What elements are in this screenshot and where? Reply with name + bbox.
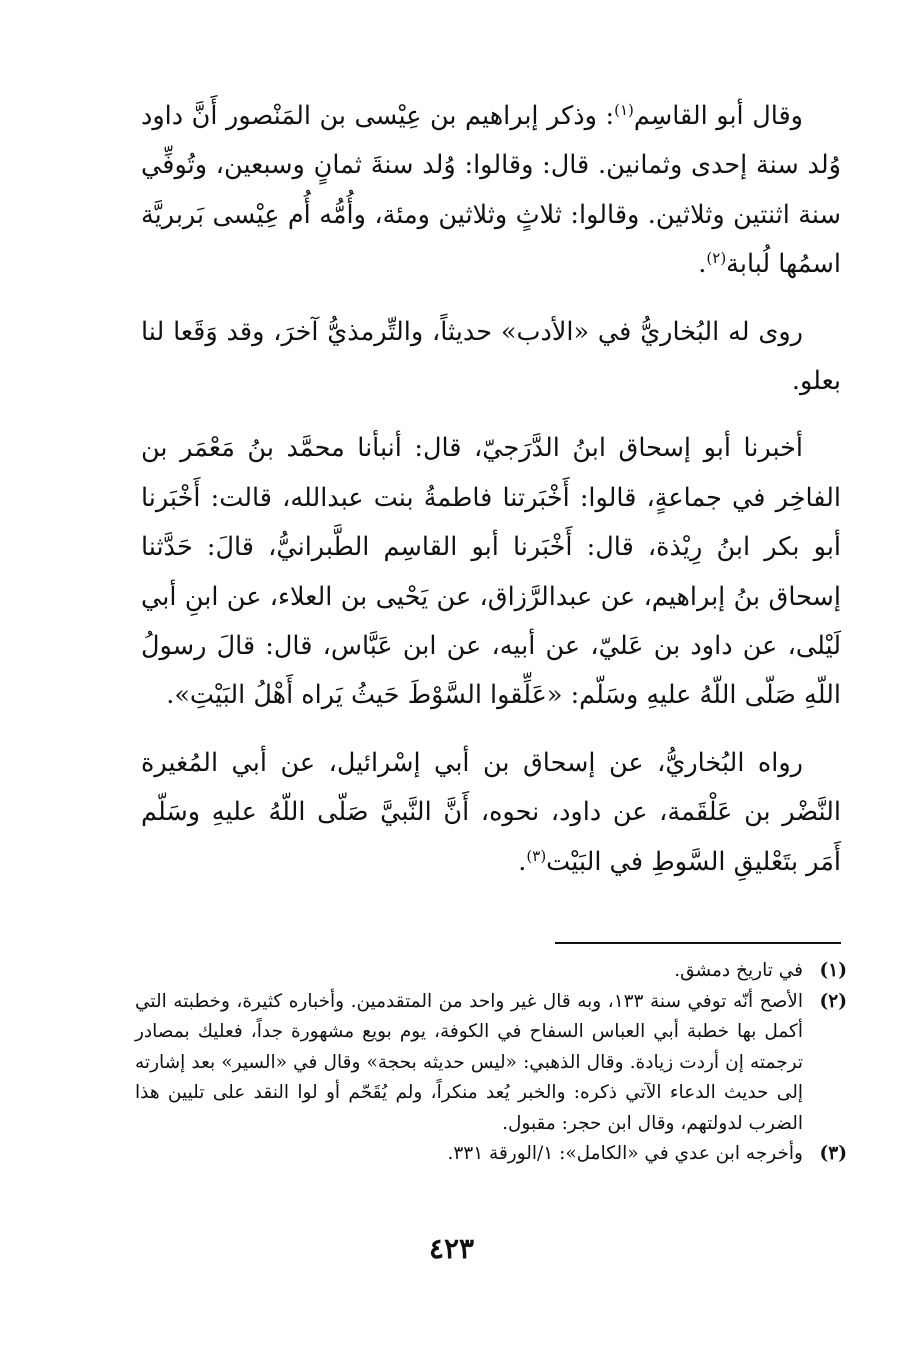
page-number: ٤٢٣: [428, 1232, 475, 1265]
paragraph-text: رواه البُخاريُّ، عن إسحاق بن أبي إسْرائيل، عن أبي المُغيرة النَّضْر بن عَلْقَمة، عن داود، نحوه، أَنَّ النَّبيَّ صَلّى اللّهُ عليهِ وسَلّم أَمَر بتَعْليقِ السَّوطِ في البَيْت: [141, 747, 841, 877]
paragraph-text: .: [518, 846, 527, 877]
footnote-reference: (٣): [526, 846, 547, 865]
paragraph: [141, 424, 841, 720]
footnote-separator: [555, 942, 841, 944]
footnote: [135, 1139, 847, 1170]
footnote-text: وأخرجه ابن عدي في «الكامل»: ١/الورقة ٣٣١.: [447, 1143, 803, 1164]
footnote-reference: (١): [614, 101, 634, 119]
paragraph-text: : وذكر إبراهيم بن عِيْسى بن المَنْصور أَنَّ داود وُلد سنة إحدى وثمانين. قال: وقالوا: وُلد سنةَ ثمانٍ وسبعين، وتُوفِّي سنة اثنتين وثلاثين. وقالوا: ثلاثٍ وثلاثين ومئة، وأُمُّه أُم عِيْسى بَربريَّة اسمُها لُبابة: [141, 101, 841, 280]
footnotes: [135, 956, 847, 1170]
footnote-text: الأصح أنّه توفي سنة ١٣٣، وبه قال غير واحد من المتقدمين. وأخباره كثيرة، وخطبته التي أكمل بها خطبة أبي العباس السفاح في الكوفة، يوم بويع مشهورة جداً، فعليك بمصادر ترجمته إن أردت زيادة. وقال الذهبي: «ليس حديثه بحجة» وقال في «السير» بعد إشارته إلى حديث الدعاء الآتي ذكره: والخبر يُعد منكراً، ولم يُقَحّم أو لوا النقد على تليين هذا الضرب لدولتهم، وقال ابن حجر: مقبول.: [135, 990, 803, 1134]
footnote-number: (١): [819, 960, 847, 981]
paragraph: [141, 739, 841, 887]
footnote-reference: (٢): [706, 249, 727, 268]
footnote: [135, 956, 847, 987]
paragraph: [141, 92, 841, 290]
footnote-number: (٣): [819, 1143, 847, 1164]
footnote: [135, 987, 847, 1140]
main-text: [141, 92, 841, 905]
paragraph-text: روى له البُخاريُّ في «الأدب» حديثاً، والتِّرمذيُّ آخرَ، وقد وَقَعا لنا بعلو.: [141, 316, 841, 397]
paragraph: [141, 308, 841, 407]
footnote-number: (٢): [819, 990, 847, 1012]
paragraph-text: وقال أبو القاسِم: [633, 101, 803, 131]
paragraph-text: أخبرنا أبو إسحاق ابنُ الدَّرَجيّ، قال: أنبأنا محمَّد بنُ مَعْمَر بن الفاخِر في جماعةٍ، قالوا: أَخْبَرتنا فاطمةُ بنت عبدالله، قالت: أَخْبَرنا أبو بكر ابنُ رِيْذة، قال: أَخْبَرنا أبو القاسِم الطَّبرانيُّ، قالَ: حَدَّثنا إسحاق بنُ إبراهيم، عن عبدالرَّزاق، عن يَحْيى بن العلاء، عن ابنِ أبي لَيْلى، عن داود بن عَليّ، عن أبيه، عن ابن عَبَّاس، قال: قالَ رسولُ اللّهِ صَلّى اللّهُ عليهِ وسَلّم: «عَلِّقوا السَّوْطَ حَيثُ يَراه أَهْلُ البَيْتِ».: [141, 433, 841, 711]
footnote-text: في تاريخ دمشق.: [674, 960, 803, 981]
paragraph-text: .: [698, 249, 707, 280]
